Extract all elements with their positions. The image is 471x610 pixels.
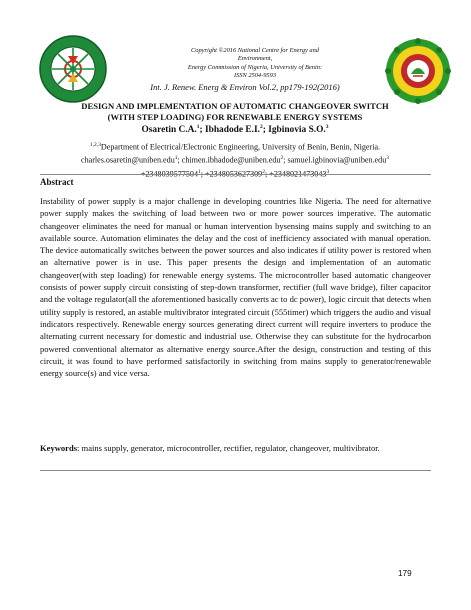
email[interactable]: charles.osaretin@uniben.edu	[80, 155, 175, 165]
page-number: 179	[398, 569, 412, 578]
email-line: charles.osaretin@uniben.edu$^1$; chimen.ibhadode@uniben.edu$^2$; samuel.igbinovia@uniben.edu$^3$	[80, 155, 389, 165]
phone: +2348039577504	[140, 169, 198, 179]
keywords-text: : mains supply, generator, microcontroller, rectifier, regulator, changeover, multivibrator.	[77, 443, 380, 453]
abstract-heading: Abstract	[40, 177, 74, 187]
publisher-line: Energy Commission of Nigeria, University of Benin:	[187, 63, 323, 71]
email-sup: 2	[280, 155, 284, 162]
author-sup: 1	[196, 124, 200, 130]
title-line: DESIGN AND IMPLEMENTATION OF AUTOMATIC CHANGEOVER SWITCH	[81, 101, 389, 111]
author-name: Ibhadode E.I.	[204, 125, 260, 136]
journal-reference: Int. J. Renew. Energ & Environ Vol.2, pp179-192(2016)	[150, 82, 340, 92]
author-name: Osaretin C.A.	[141, 125, 197, 136]
email-sup: 3	[386, 155, 389, 162]
affiliation-sup: 1,2,3	[89, 142, 101, 148]
national-centre-seal-icon	[385, 38, 451, 104]
keywords-label: Keywords	[40, 443, 78, 453]
copyright-line: Environment,	[237, 55, 273, 63]
affiliation-line	[40, 140, 430, 153]
divider	[40, 470, 431, 471]
email[interactable]: chimen.ibhadode@uniben.edu	[181, 155, 281, 165]
phone: +2348053627309	[205, 169, 263, 179]
divider	[40, 174, 431, 175]
keywords-line	[40, 442, 431, 454]
email[interactable]: samuel.igbinovia@uniben.edu	[287, 155, 387, 165]
paper-title	[60, 101, 410, 122]
phone-sup: 3	[326, 168, 330, 175]
phone-sup: 1	[198, 168, 201, 175]
title-line: (WITH STEP LOADING) FOR RENEWABLE ENERGY SYSTEMS	[107, 111, 363, 122]
copyright-line: Copyright ©2016 National Centre for Energy and	[191, 47, 319, 54]
issn: ISSN 2504-9593	[233, 71, 277, 79]
copyright-notice	[150, 47, 360, 80]
affiliation-text: Department of Electrical/Electronic Engineering, University of Benin, Benin, Nigeria.	[100, 142, 381, 152]
phone: +2348021473043	[269, 169, 327, 179]
email-sup: 1	[174, 155, 178, 162]
abstract-body: Instability of power supply is a major challenge in developing countries like Nigeria. The need for alternative power supply makes the switching of load between two or more power sources imperative. The automatic changeover eliminates the need for manual or human intervention bysensing mains supply and switching to an available source. Automation eliminates the delay and the cost of inefficiency associated with manual operation. The device automatically switches between the power sources and also indicates if utility power is restored when an alternative power is in use. This paper presents the design and implementation of an automatic changeover(with step loading) for renewable energy systems. The microcontroller based automatic changeover consists of power supply circuit consisting of step-down transformer, rectifier (full wave bridge), filter capacitor and the voltage regulator(all the aforementioned basically converts ac to dc power), logic circuit that detects when utility supply is restored, an astable multivibrator integrated circuit (555timer) which triggers the audio and visual indicators respectively. Renewable energy sources generating direct current will require inverters to produce the alternating current necessary for domestic and industrial use. Otherwise they can substitute for the hydrocarbon powered conventional alternator as alternative energy source.After the design, construction and testing of this circuit, it was found to have performed satisfactorily in switching from mains supply to generator/renewable energy source(s) and vice versa.	[40, 196, 431, 379]
energy-commission-logo	[38, 34, 108, 104]
phone-line: $+2348039577504^1$; $+2348053627309^2$; $+2348021473043^3$	[140, 168, 330, 179]
energy-commission-seal-icon	[38, 34, 108, 104]
author-list: Osaretin C.A.$^1$; Ibhadode E.I.$^2$; Igbinovia S.O.$^3$	[141, 124, 329, 136]
phone-sup: 2	[262, 168, 265, 175]
author-sup: 3	[325, 124, 329, 130]
author-name: Igbinovia S.O.	[268, 125, 326, 136]
national-centre-logo	[385, 38, 451, 104]
author-sup: 2	[259, 124, 263, 130]
